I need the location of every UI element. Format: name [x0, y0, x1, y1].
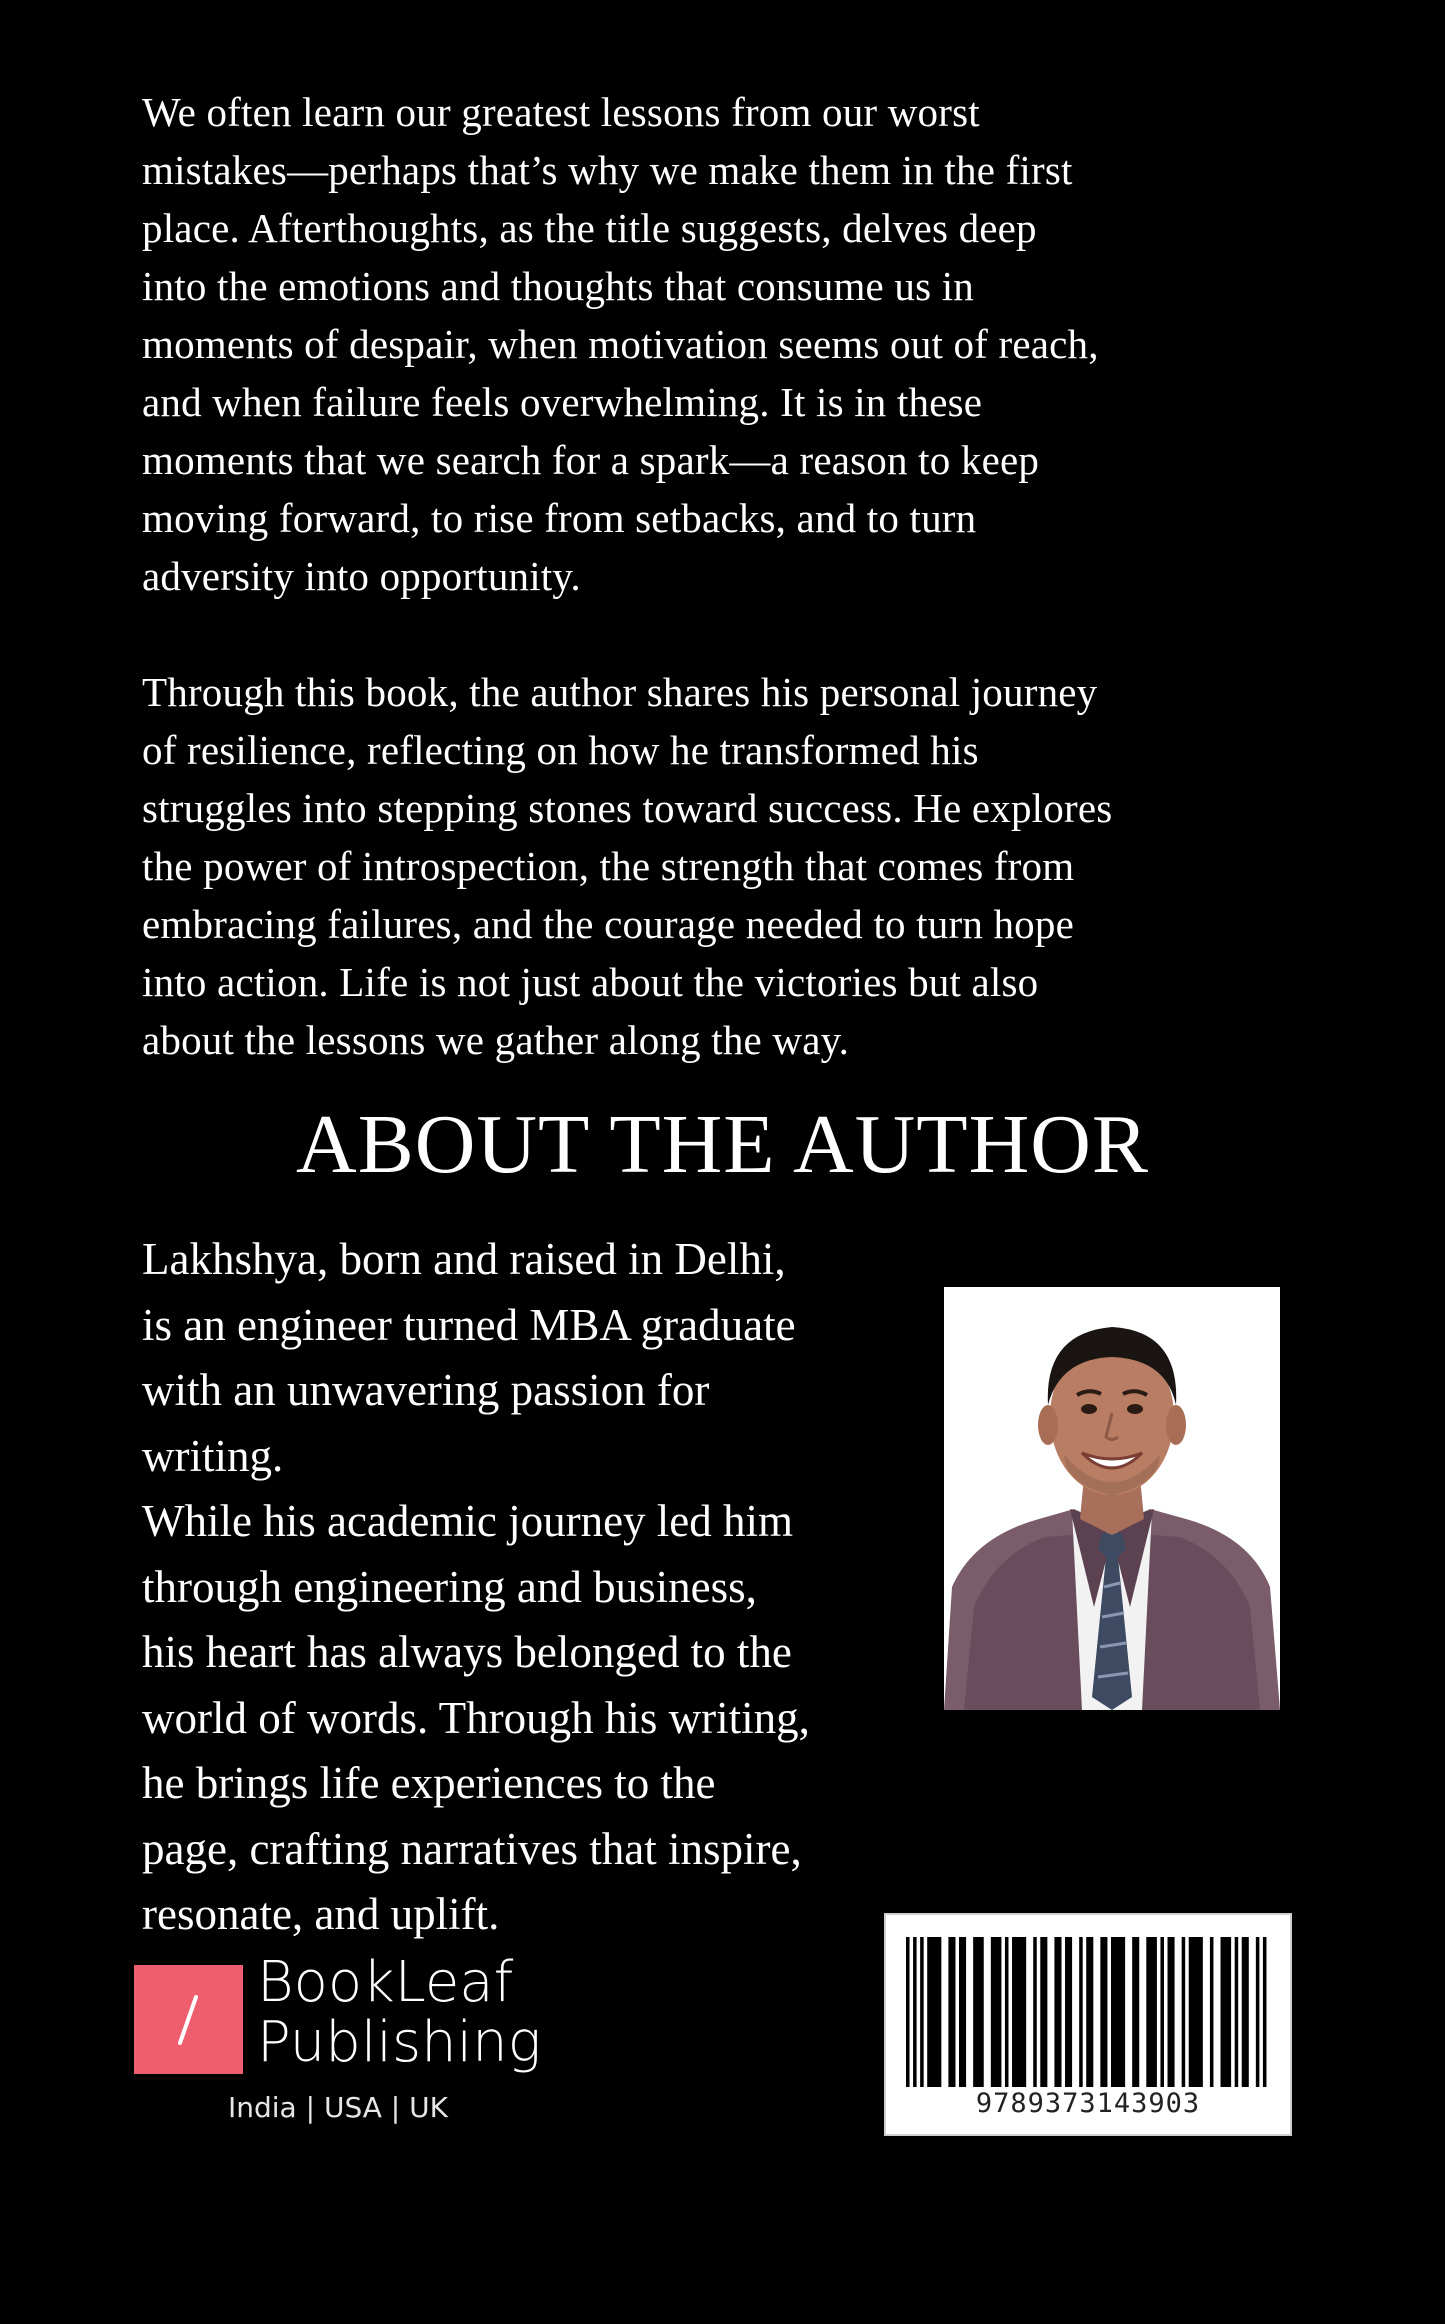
barcode-bar — [1235, 1937, 1239, 2087]
publisher-name — [257, 1950, 542, 2075]
author-photo — [944, 1287, 1280, 1710]
barcode-bar — [1168, 1937, 1175, 2087]
barcode-bar — [1065, 1937, 1072, 2087]
barcode-bar — [991, 1937, 1002, 2087]
publisher-name-line-2: Publishing — [257, 2010, 542, 2075]
barcode-bar — [1256, 1937, 1260, 2087]
bio-line: he brings life experiences to the — [142, 1758, 716, 1808]
bio-line: through engineering and business, — [142, 1561, 757, 1612]
blurb-line: embracing failures, and the courage needed to turn hope — [142, 901, 1074, 947]
barcode-bar — [1210, 1937, 1214, 2087]
blurb-line: moments of despair, when motivation seems out of reach, — [142, 321, 1099, 367]
blurb-line: Through this book, the author shares his personal journey — [142, 669, 1098, 715]
barcode-bar — [1221, 1937, 1232, 2087]
bio-line: writing. — [142, 1430, 284, 1481]
barcode-bar — [906, 1937, 910, 2087]
blurb-line: place. Afterthoughts, as the title suggests, delves deep — [142, 205, 1037, 251]
bio-line: with an unwavering passion for — [142, 1365, 710, 1415]
barcode-bar — [948, 1937, 955, 2087]
slash-logo-icon — [134, 1965, 243, 2074]
barcode-bar — [1111, 1937, 1125, 2087]
blurb-line: the power of introspection, the strength that comes from — [142, 843, 1075, 889]
blurb-line: moving forward, to rise from setbacks, and to turn — [142, 495, 977, 541]
barcode-bar — [1242, 1937, 1249, 2087]
blurb-line: of resilience, reflecting on how he transformed his — [142, 727, 979, 773]
barcode-bar — [1263, 1937, 1267, 2087]
barcode-icon — [906, 1937, 1270, 2087]
barcode-bar — [1054, 1937, 1061, 2087]
author-bio — [142, 1227, 902, 1948]
bio-line: page, crafting narratives that inspire, — [142, 1823, 802, 1874]
blurb-line: and when failure feels overwhelming. It is in these — [142, 379, 983, 425]
barcode-bar — [959, 1937, 966, 2087]
isbn-number: 9789373143903 — [975, 2088, 1201, 2119]
blurb-line: into the emotions and thoughts that consume us in — [142, 263, 975, 309]
barcode-bar — [920, 1937, 924, 2087]
barcode-bar — [1005, 1937, 1009, 2087]
blurb-paragraph-1 — [142, 83, 1342, 605]
publisher-name-line-1: BookLeaf — [257, 1950, 514, 2015]
author-portrait-icon — [944, 1287, 1280, 1710]
about-author-heading: ABOUT THE AUTHOR — [296, 1098, 1149, 1191]
barcode-bar — [1189, 1937, 1203, 2087]
barcode-bar — [1012, 1937, 1026, 2087]
blurb-line: We often learn our greatest lessons from our worst — [142, 89, 980, 135]
barcode-bar — [1079, 1937, 1083, 2087]
blurb-line: about the lessons we gather along the way. — [142, 1017, 850, 1063]
isbn-barcode — [884, 1913, 1292, 2136]
bio-line: resonate, and uplift. — [142, 1889, 500, 1939]
barcode-bar — [1100, 1937, 1107, 2087]
bio-line: is an engineer turned MBA graduate — [142, 1299, 796, 1350]
bio-line: his heart has always belonged to the — [142, 1627, 792, 1677]
bio-line: Lakhshya, born and raised in Delhi, — [142, 1234, 786, 1284]
blurb-line: struggles into stepping stones toward success. He explores — [142, 785, 1113, 831]
bio-line: While his academic journey led him — [142, 1496, 794, 1546]
barcode-bar — [1160, 1937, 1164, 2087]
publisher-regions: India | USA | UK — [228, 2091, 448, 2124]
blurb-paragraph-2 — [142, 663, 1342, 1069]
publisher-logo-mark — [134, 1965, 243, 2074]
blurb-line: into action. Life is not just about the victories but also — [142, 959, 1039, 1005]
barcode-bar — [927, 1937, 941, 2087]
bio-line: world of words. Through his writing, — [142, 1692, 810, 1743]
blurb-line: adversity into opportunity. — [142, 553, 581, 599]
blurb-line: moments that we search for a spark—a reason to keep — [142, 437, 1040, 483]
blurb-line: mistakes—perhaps that’s why we make them in the first — [142, 147, 1073, 193]
barcode-bar — [973, 1937, 984, 2087]
barcode-bar — [1182, 1937, 1186, 2087]
barcode-bar — [1040, 1937, 1047, 2087]
barcode-bar — [1033, 1937, 1037, 2087]
barcode-bar — [1132, 1937, 1139, 2087]
barcode-bar — [913, 1937, 917, 2087]
barcode-bar — [1146, 1937, 1157, 2087]
barcode-bar — [1086, 1937, 1093, 2087]
